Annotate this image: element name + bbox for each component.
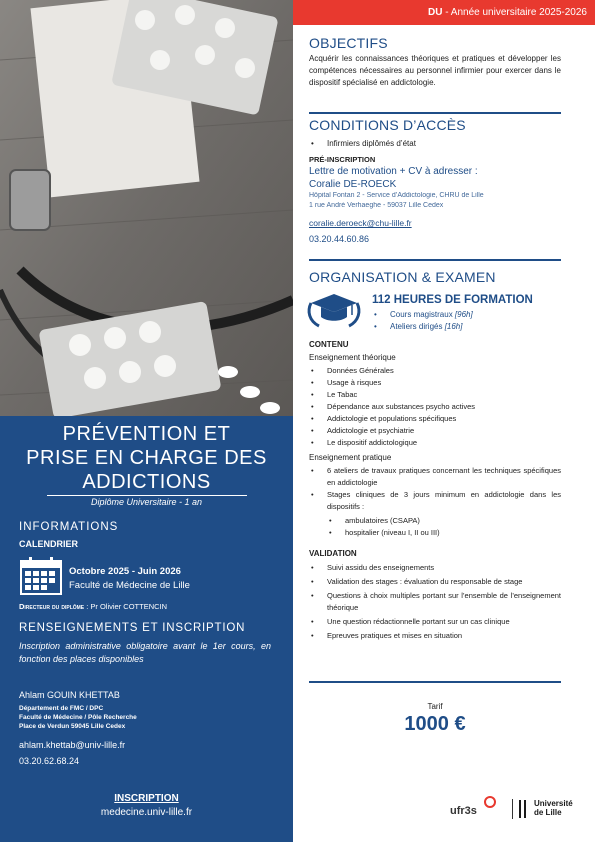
program-title-line2: PRISE EN CHARGE DES: [26, 447, 267, 469]
program-subtitle: Diplôme Universitaire - 1 an: [90, 497, 203, 507]
contact-address: [19, 704, 137, 731]
contact-street: Place de Verdun 59045 Lille Cedex: [19, 723, 126, 730]
coralie-address-2: 1 rue André Verhaeghe - 59037 Lille Cedex: [309, 202, 444, 209]
header-photo: [0, 0, 293, 416]
practice-list: [309, 465, 561, 539]
contact-dept: Département de FMC / DPC: [19, 705, 104, 712]
inscription-url[interactable]: medecine.univ-lille.fr: [100, 807, 193, 818]
preinscription-letter: Lettre de motivation + CV à adresser :: [309, 166, 478, 177]
hours-heading: 112 HEURES DE FORMATION: [372, 294, 533, 306]
year-banner: [293, 0, 595, 25]
universite-text: Université: [534, 799, 573, 808]
inscription-link[interactable]: INSCRIPTION: [114, 793, 179, 804]
preinscription-label: PRÉ-INSCRIPTION: [309, 155, 376, 164]
divider-objectifs: [309, 112, 561, 114]
sub-list-item: • ambulatoires (CSAPA): [345, 515, 561, 527]
de-lille-text: de Lille: [534, 808, 562, 817]
conditions-list: [309, 138, 561, 150]
coralie-address-1: Hôpital Fontan 2 - Service d’Addictologie, CHRU de Lille: [309, 192, 484, 199]
organisation-heading: ORGANISATION & EXAMEN: [309, 269, 496, 285]
list-item: • Stages cliniques de 3 jours minimum en addictologie dans les dispositifs : • ambulatoires (CSAPA) • hospitalier (niveau I, II ou III): [327, 489, 561, 539]
director-line: [19, 602, 167, 611]
objectifs-text: Acquérir les connaissances théoriques et pratiques et développer les compétences nécessaires au personnel infirmier pour exercer dans le dispositif spécialisé en addictologie.: [309, 54, 561, 87]
calendar-dates: Octobre 2025 - Juin 2026: [69, 566, 181, 577]
list-item: • Une question rédactionnelle portant sur un cas clinique: [327, 616, 561, 628]
program-title-line3: ADDICTIONS: [82, 471, 211, 493]
sub-list-item: • hospitalier (niveau I, II ou III): [345, 527, 561, 539]
informations-heading: INFORMATIONS: [19, 521, 119, 533]
conditions-item: • Infirmiers diplômés d’état: [327, 138, 561, 150]
contact-email[interactable]: ahlam.khettab@univ-lille.fr: [19, 740, 126, 750]
logo-divider: [512, 799, 513, 819]
divider-organisation: [309, 681, 561, 683]
contact-faculty: Faculté de Médecine / Pôle Recherche: [19, 714, 137, 721]
title-rule: [47, 495, 247, 496]
conditions-heading: CONDITIONS D’ACCÈS: [309, 117, 466, 133]
list-item: • 6 ateliers de travaux pratiques concernant les techniques spécifiques en addictologie: [327, 465, 561, 489]
hours-item: • Cours magistraux [96h]: [390, 309, 562, 321]
director-label: Directeur du diplôme: [19, 602, 85, 611]
contact-coralie-name: Coralie DE-ROECK: [309, 179, 397, 190]
year-text: - Année universitaire 2025-2026: [442, 7, 587, 18]
objectifs-heading: OBJECTIFS: [309, 35, 388, 51]
divider-conditions: [309, 259, 561, 261]
list-item: • Le dispositif addictologique: [327, 437, 561, 449]
validation-list: [309, 562, 561, 642]
du-label: DU: [428, 7, 443, 18]
hours-list: [372, 309, 562, 333]
ufr3s-text: ufr3s: [450, 805, 477, 817]
calendar-icon: [20, 557, 62, 599]
tarif-value: 1000 €: [404, 713, 466, 735]
renseignements-heading: RENSEIGNEMENTS ET INSCRIPTION: [19, 622, 246, 634]
calendar-place: Faculté de Médecine de Lille: [69, 580, 190, 591]
theory-heading: Enseignement théorique: [309, 353, 396, 362]
validation-heading: VALIDATION: [309, 549, 357, 558]
ufr3s-logo: [450, 796, 500, 820]
list-item: • Usage à risques: [327, 377, 561, 389]
graduation-cap-icon: [305, 291, 363, 333]
list-item: • Validation des stages : évaluation du responsable de stage: [327, 576, 561, 588]
list-item: • Le Tabac: [327, 389, 561, 401]
list-item: • Données Générales: [327, 365, 561, 377]
director-name: : Pr Olivier COTTENCIN: [84, 602, 168, 611]
list-item: • Epreuves pratiques et mises en situation: [327, 630, 561, 642]
practice-heading: Enseignement pratique: [309, 453, 392, 462]
contact-name: Ahlam GOUIN KHETTAB: [19, 690, 120, 700]
contact-phone: 03.20.62.68.24: [19, 756, 80, 766]
theory-list: [309, 365, 561, 449]
coralie-phone: 03.20.44.60.86: [309, 234, 370, 244]
renseignements-text: Inscription administrative obligatoire avant le 1er cours, en fonction des places disponibles: [19, 641, 271, 664]
list-item: • Dépendance aux substances psycho actives: [327, 401, 561, 413]
tarif-label: Tarif: [427, 702, 443, 711]
list-item: • Suivi assidu des enseignements: [327, 562, 561, 574]
hours-item: • Ateliers dirigés [16h]: [390, 321, 562, 333]
coralie-email[interactable]: coralie.deroeck@chu-lille.fr: [309, 218, 412, 228]
list-item: • Addictologie et populations spécifiques: [327, 413, 561, 425]
list-item: • Questions à choix multiples portant sur l’ensemble de l’enseignement théorique: [327, 590, 561, 614]
list-item: • Addictologie et psychiatrie: [327, 425, 561, 437]
contenu-heading: CONTENU: [309, 340, 349, 349]
program-title-line1: PRÉVENTION ET: [62, 423, 231, 445]
calendrier-heading: CALENDRIER: [19, 539, 79, 549]
